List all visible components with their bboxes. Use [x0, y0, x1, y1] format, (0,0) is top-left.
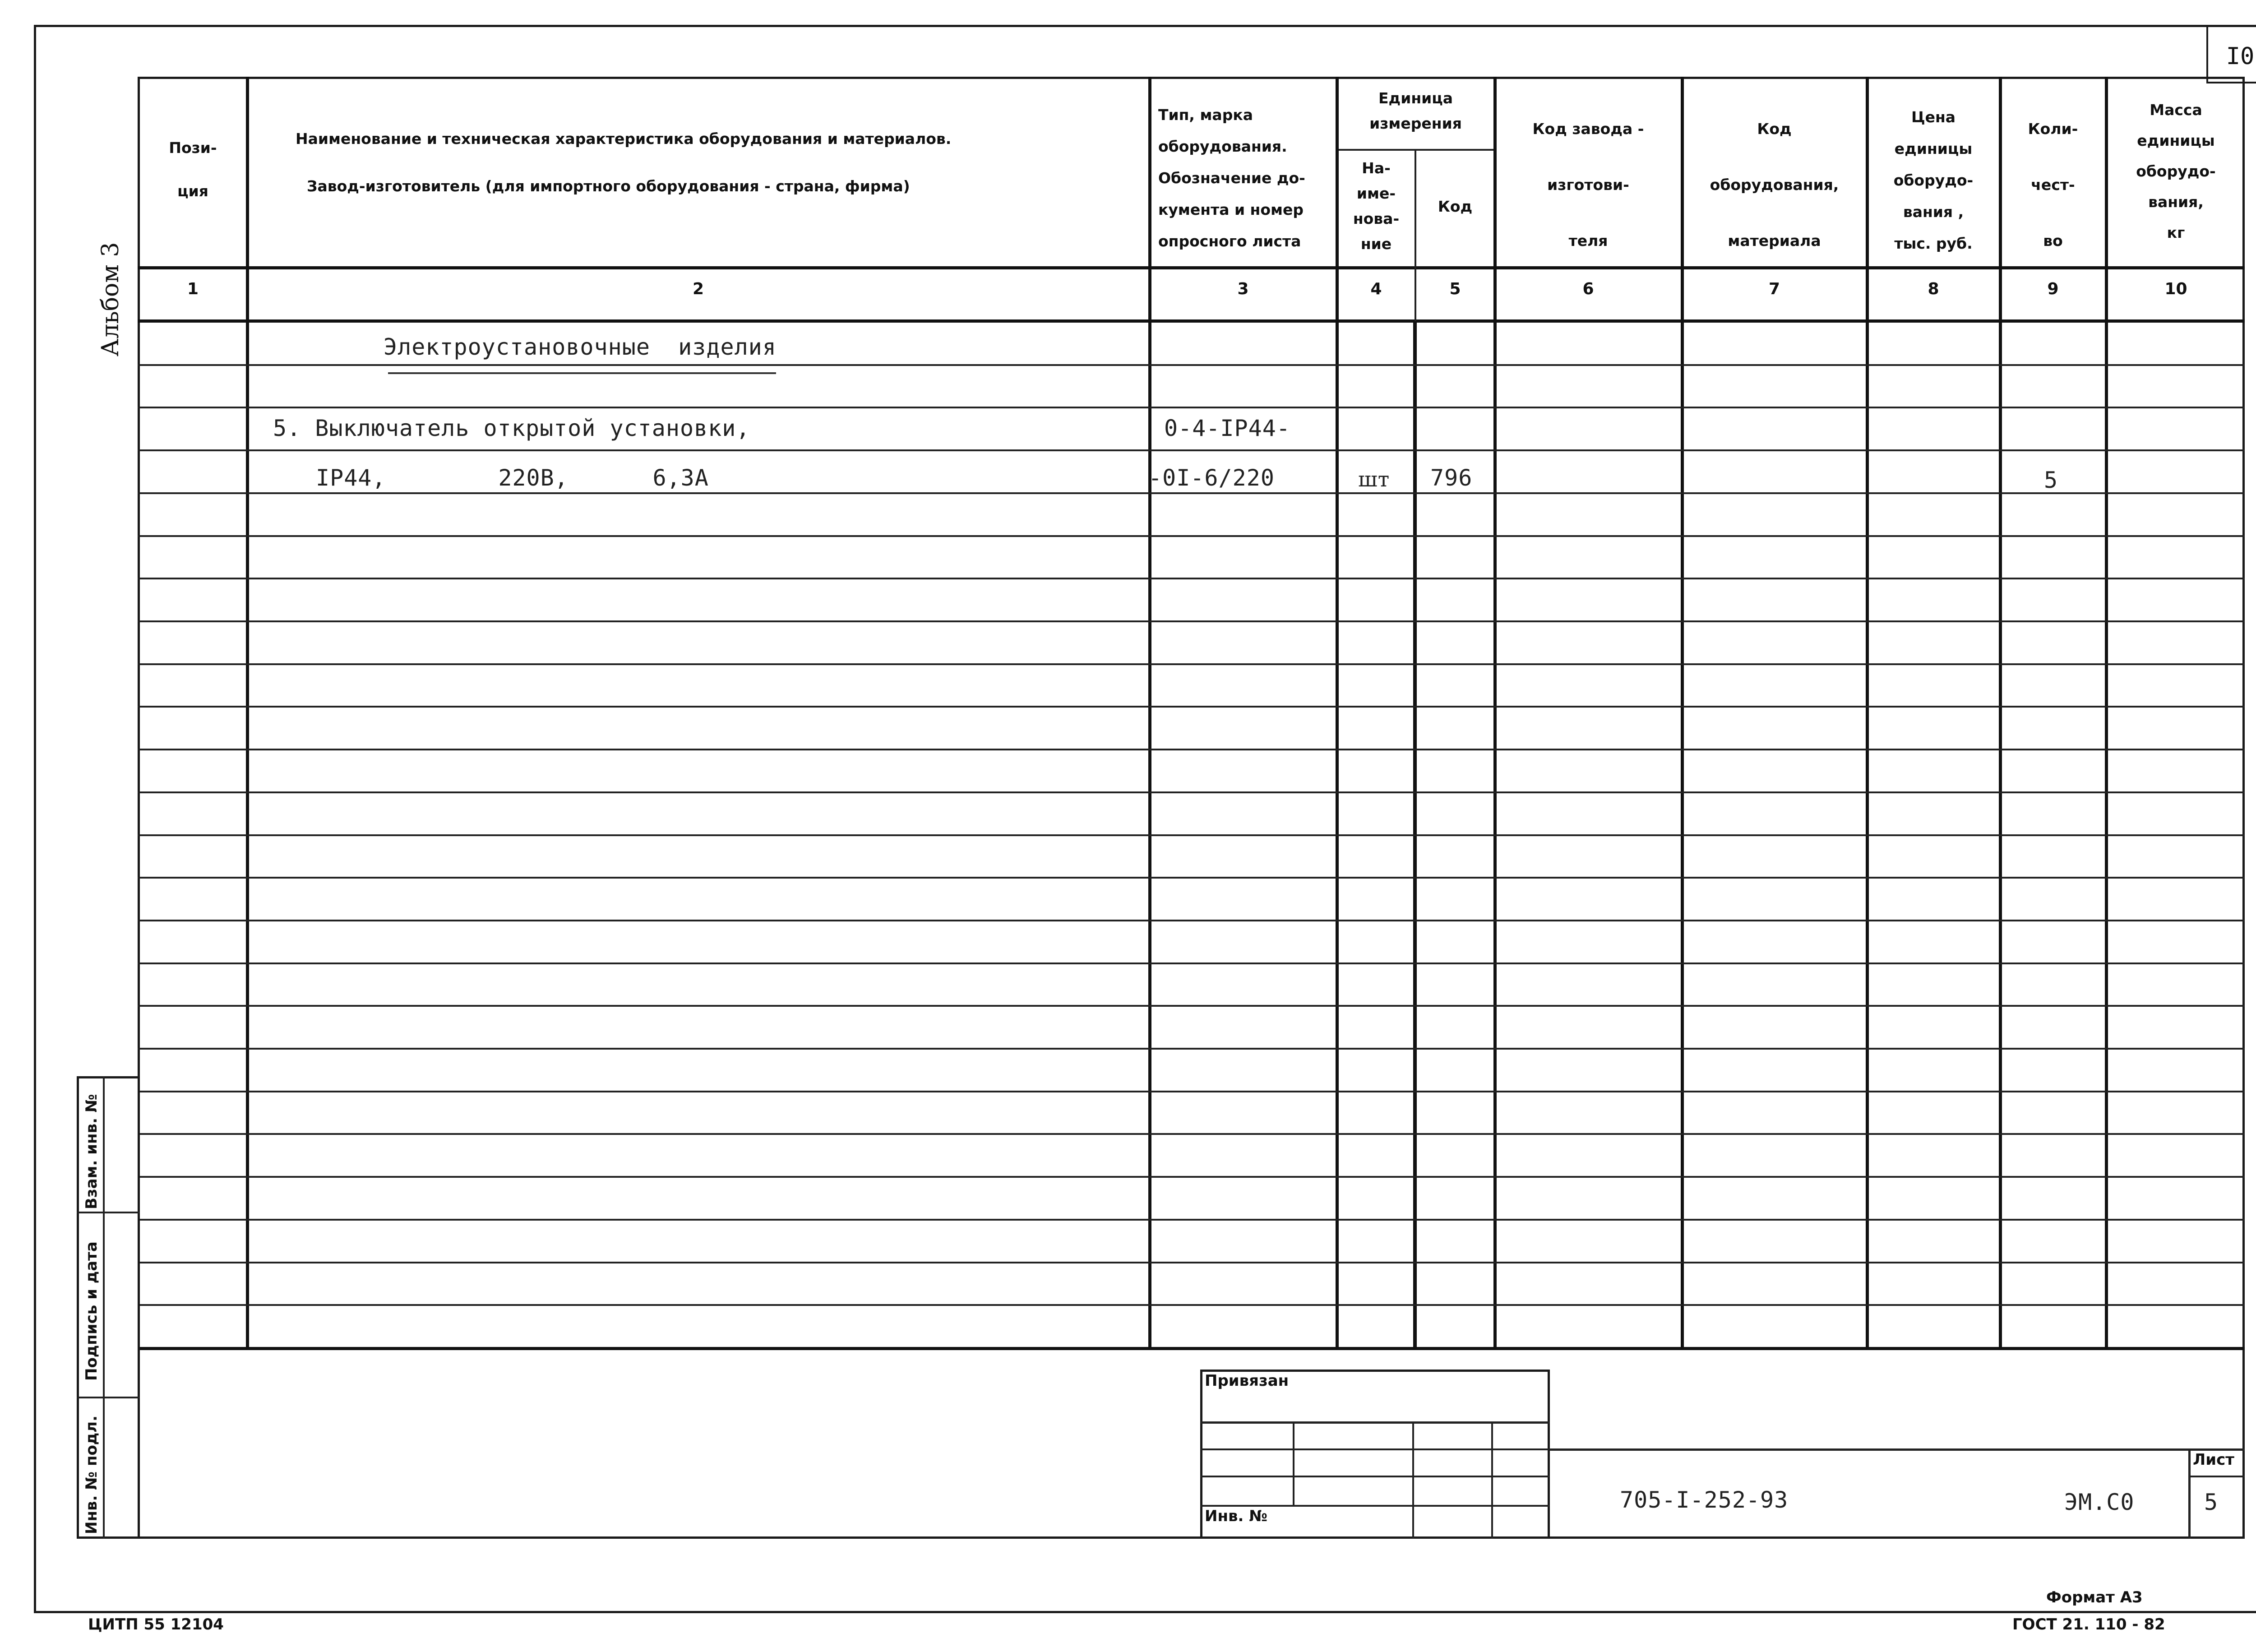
- body-row-line: [138, 834, 2245, 836]
- header-col10: Масса единицы оборудо- вания, кг: [2136, 101, 2216, 241]
- body-row-line: [138, 663, 2245, 665]
- sheet-box-left: [2188, 1448, 2191, 1539]
- body-row-line: [138, 791, 2245, 793]
- header-col9: Коли- чест- во: [2028, 120, 2078, 250]
- body-row-line: [138, 749, 2245, 750]
- unit-code: 796: [1430, 465, 1473, 491]
- sheet-number: 5: [2204, 1489, 2219, 1515]
- colnum-9: 9: [2047, 280, 2059, 298]
- body-row-line: [138, 1091, 2245, 1092]
- body-row-line: [138, 877, 2245, 879]
- body-row-line: [138, 1176, 2245, 1178]
- privyazan-label: Привязан: [1205, 1372, 1289, 1390]
- col-line-9: [2105, 77, 2108, 1349]
- header-col2-line2: Завод-изготовитель (для импортного оборудования - страна, фирма): [307, 177, 910, 195]
- item-line1: 5. Выключатель открытой установки,: [273, 415, 750, 441]
- privyazan-line-2: [1200, 1448, 1550, 1450]
- body-row-line: [138, 1133, 2245, 1135]
- unit-name: шт: [1358, 467, 1390, 491]
- sheet-label: Лист: [2193, 1451, 2234, 1469]
- body-row-line: [138, 407, 2245, 408]
- header-col2-line1: Наименование и техническая характеристика оборудования и материалов.: [296, 130, 952, 148]
- colnum-3: 3: [1237, 280, 1249, 298]
- col-line-6: [1681, 77, 1684, 1349]
- side-stamp-split-2: [77, 1397, 140, 1398]
- header-bottom-line: [138, 266, 2245, 269]
- colnum-5: 5: [1449, 280, 1461, 298]
- footer-format: Формат А3: [2046, 1588, 2143, 1606]
- corner-sheet-number: I0: [2226, 43, 2255, 70]
- stamp-inv-podl: Инв. № подл.: [83, 1415, 101, 1534]
- body-row-line: [138, 364, 2245, 366]
- body-row-line: [138, 1219, 2245, 1221]
- col-line-5: [1493, 77, 1497, 1349]
- header-col5: Код: [1438, 198, 1473, 215]
- colnum-10: 10: [2164, 280, 2187, 298]
- header-col8: Цена единицы оборудо- вания , тыс. руб.: [1893, 108, 1974, 252]
- album-label: Альбом 3: [97, 242, 124, 356]
- header-col3: Тип, марка оборудования. Обозначение до- кумента и номер опросного листа: [1158, 106, 1305, 250]
- colnum-6: 6: [1582, 280, 1594, 298]
- body-row-line: [138, 706, 2245, 708]
- stamp-podpis-data: Подпись и дата: [83, 1241, 101, 1381]
- doc-code: 705-I-252-93: [1620, 1487, 1789, 1513]
- table-bottom-line: [138, 1347, 2245, 1350]
- section-title-underline: [388, 372, 776, 374]
- colnum-7: 7: [1768, 280, 1780, 298]
- title-main-top: [1550, 1448, 2245, 1451]
- colnum-bottom-line: [138, 319, 2245, 323]
- inv-no-label: Инв. №: [1205, 1507, 1268, 1525]
- type-line1: 0-4-IP44-: [1164, 415, 1290, 441]
- footer-left: ЦИТП 55 12104: [88, 1615, 224, 1633]
- stamp-vzam-inv: Взам. инв. №: [83, 1094, 101, 1209]
- quantity: 5: [2044, 467, 2058, 493]
- privyazan-col-1: [1293, 1421, 1294, 1505]
- section-title: Электроустановочные изделия: [384, 334, 777, 360]
- item-line2: IP44, 220В, 6,3А: [316, 465, 709, 491]
- header-col1: Пози- ция: [169, 139, 217, 200]
- header-col6: Код завода - изготови- теля: [1532, 120, 1644, 250]
- privyazan-line-3: [1200, 1476, 1550, 1477]
- body-row-line: [138, 1304, 2245, 1306]
- header-unit-group: Единица измерения: [1369, 89, 1462, 132]
- side-stamp-split-1: [77, 1212, 140, 1213]
- side-stamp-inner-line: [103, 1076, 105, 1539]
- header-col7: Код оборудования, материала: [1710, 120, 1839, 250]
- col-line-2: [1148, 77, 1151, 1349]
- privyazan-col-2: [1412, 1421, 1414, 1539]
- body-row-line: [138, 492, 2245, 494]
- body-row-line: [138, 449, 2245, 451]
- col-line-3: [1336, 77, 1339, 1349]
- col-line-1: [246, 77, 249, 1349]
- body-row-line: [138, 1048, 2245, 1050]
- sheet-box-split: [2188, 1476, 2245, 1477]
- colnum-2: 2: [692, 280, 704, 298]
- body-row-line: [138, 1005, 2245, 1007]
- col-line-8: [1999, 77, 2002, 1349]
- colnum-8: 8: [1928, 280, 1939, 298]
- body-row-line: [138, 963, 2245, 964]
- colnum-1: 1: [187, 280, 199, 298]
- doc-mark: ЭМ.С0: [2064, 1489, 2135, 1515]
- body-row-line: [138, 920, 2245, 921]
- privyazan-line-1: [1200, 1421, 1550, 1424]
- privyazan-line-4: [1200, 1505, 1550, 1507]
- privyazan-col-3: [1491, 1421, 1493, 1539]
- body-row-line: [138, 535, 2245, 537]
- footer-gost: ГОСТ 21. 110 - 82: [2012, 1615, 2165, 1633]
- body-row-line: [138, 578, 2245, 579]
- header-col4: На- име- нова- ние: [1353, 159, 1400, 253]
- body-row-line: [138, 1262, 2245, 1263]
- col-line-7: [1866, 77, 1869, 1349]
- body-row-line: [138, 620, 2245, 622]
- colnum-4: 4: [1370, 280, 1382, 298]
- type-line2: -0I-6/220: [1148, 465, 1275, 491]
